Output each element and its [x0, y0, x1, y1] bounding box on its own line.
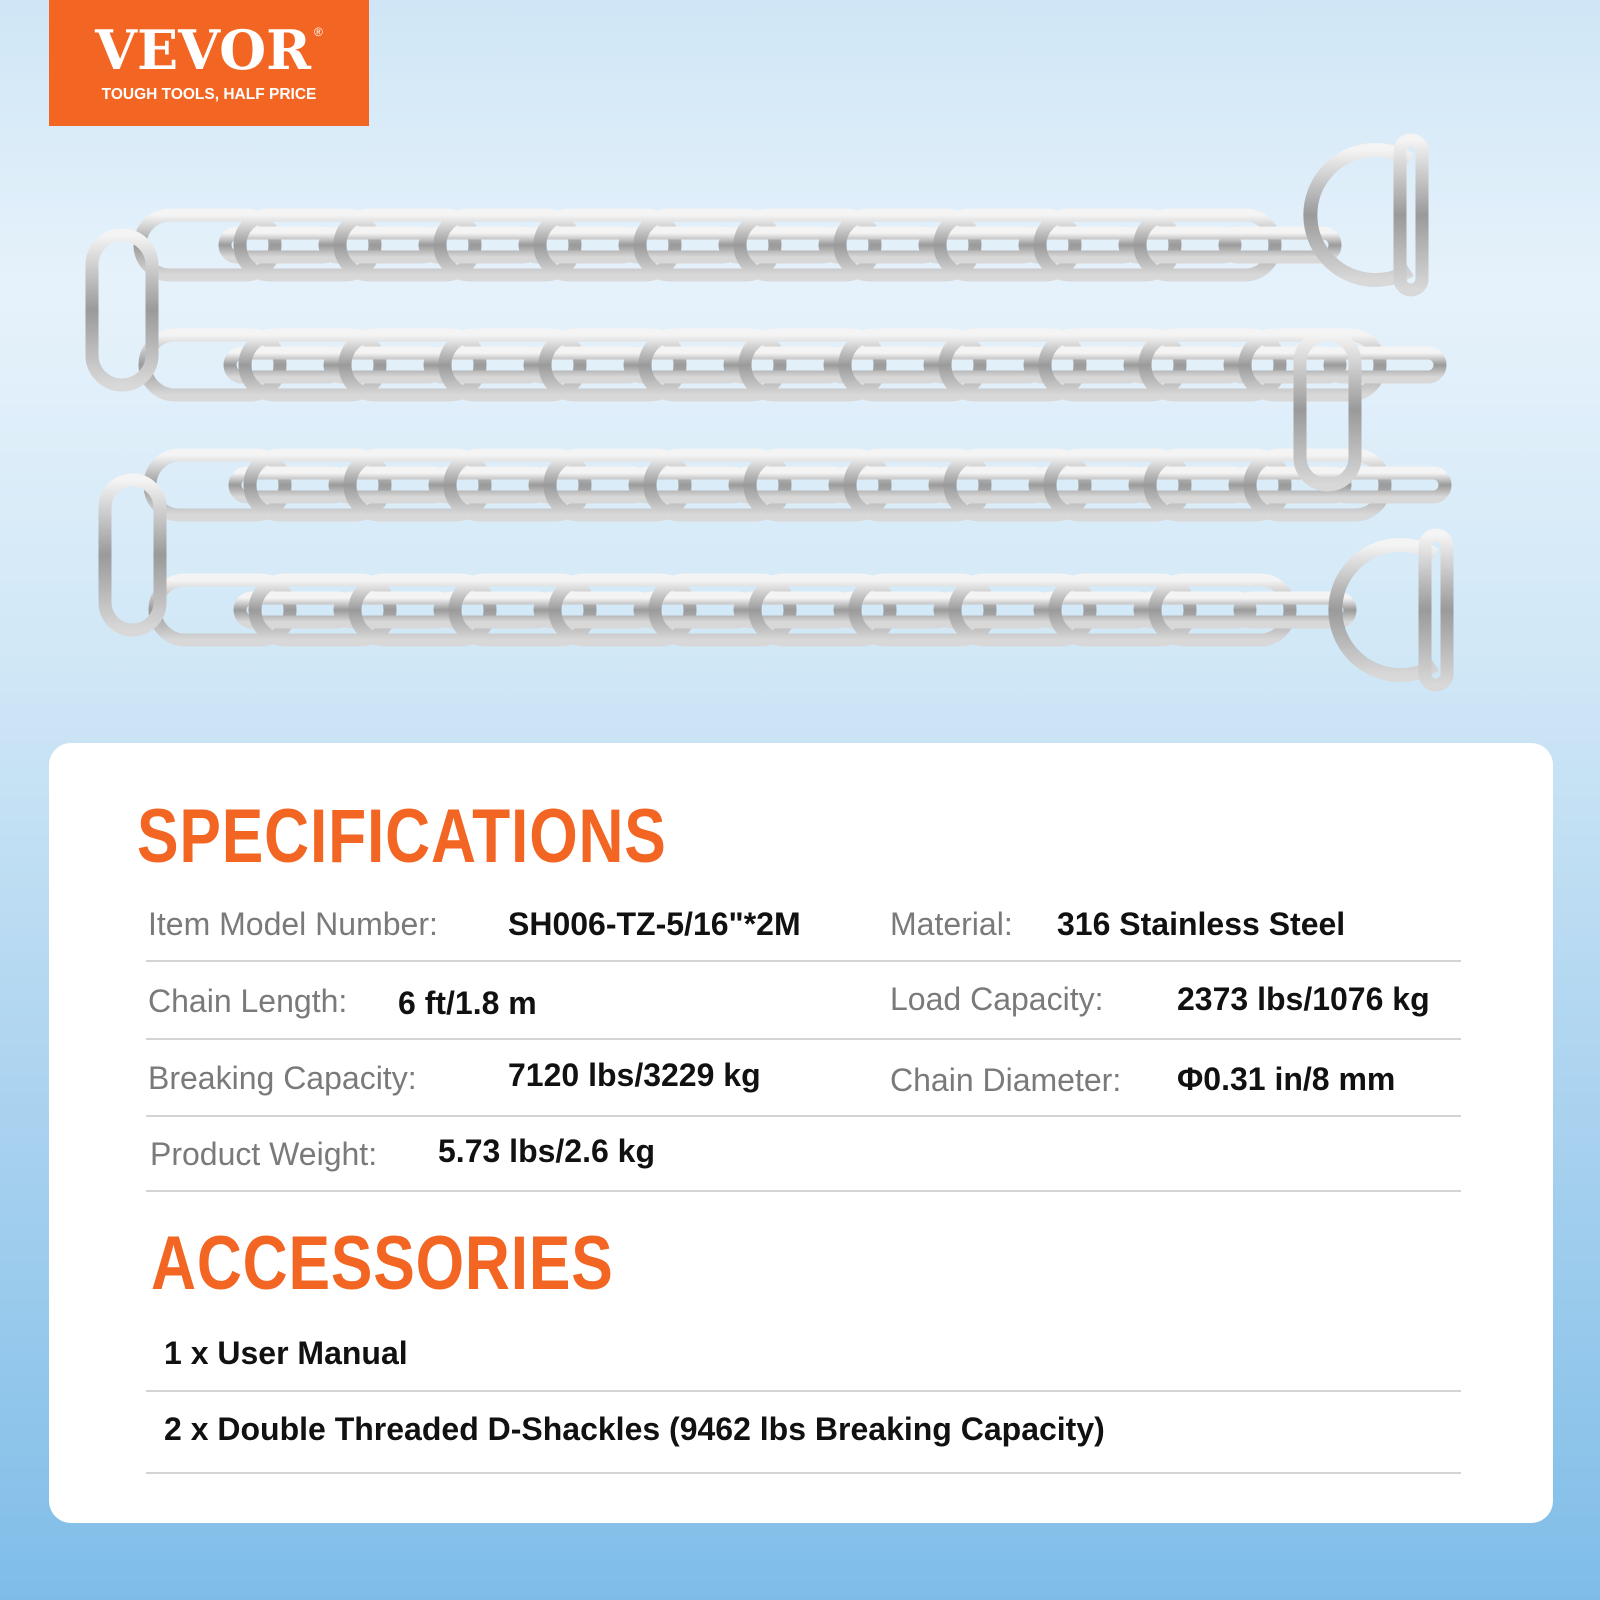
spec-label: Chain Length:	[148, 983, 348, 1019]
spec-value: 6 ft/1.8 m	[398, 985, 537, 1021]
divider	[146, 960, 1461, 962]
accessory-item: 2 x Double Threaded D-Shackles (9462 lbs Breaking Capacity)	[164, 1411, 1105, 1447]
spec-label: Breaking Capacity:	[148, 1060, 417, 1096]
registered-mark: ®	[314, 25, 323, 39]
spec-label: Product Weight:	[150, 1136, 378, 1172]
divider	[146, 1472, 1461, 1474]
accessories-heading: ACCESSORIES	[151, 1221, 614, 1306]
logo-tagline: TOUGH TOOLS, HALF PRICE	[101, 86, 317, 103]
spec-value: Φ0.31 in/8 mm	[1177, 1061, 1396, 1097]
chain-product-image	[0, 0, 1600, 720]
chain-link	[1400, 140, 1422, 290]
spec-label: Chain Diameter:	[890, 1062, 1122, 1098]
spec-label: Load Capacity:	[890, 981, 1104, 1017]
divider	[146, 1115, 1461, 1117]
spec-label: Item Model Number:	[148, 906, 438, 942]
chain-link	[1425, 535, 1447, 685]
spec-value: 7120 lbs/3229 kg	[508, 1057, 761, 1093]
spec-card	[49, 743, 1553, 1523]
divider	[146, 1390, 1461, 1392]
logo-brand: VEVOR	[95, 18, 312, 82]
spec-value: 2373 lbs/1076 kg	[1177, 981, 1430, 1017]
spec-label: Material:	[890, 906, 1013, 942]
spec-value: SH006-TZ-5/16"*2M	[508, 906, 801, 942]
accessory-item: 1 x User Manual	[164, 1335, 408, 1371]
specifications-heading: SPECIFICATIONS	[137, 794, 667, 879]
divider	[146, 1190, 1461, 1192]
spec-value: 5.73 lbs/2.6 kg	[438, 1133, 656, 1169]
spec-value: 316 Stainless Steel	[1057, 906, 1346, 942]
divider	[146, 1038, 1461, 1040]
